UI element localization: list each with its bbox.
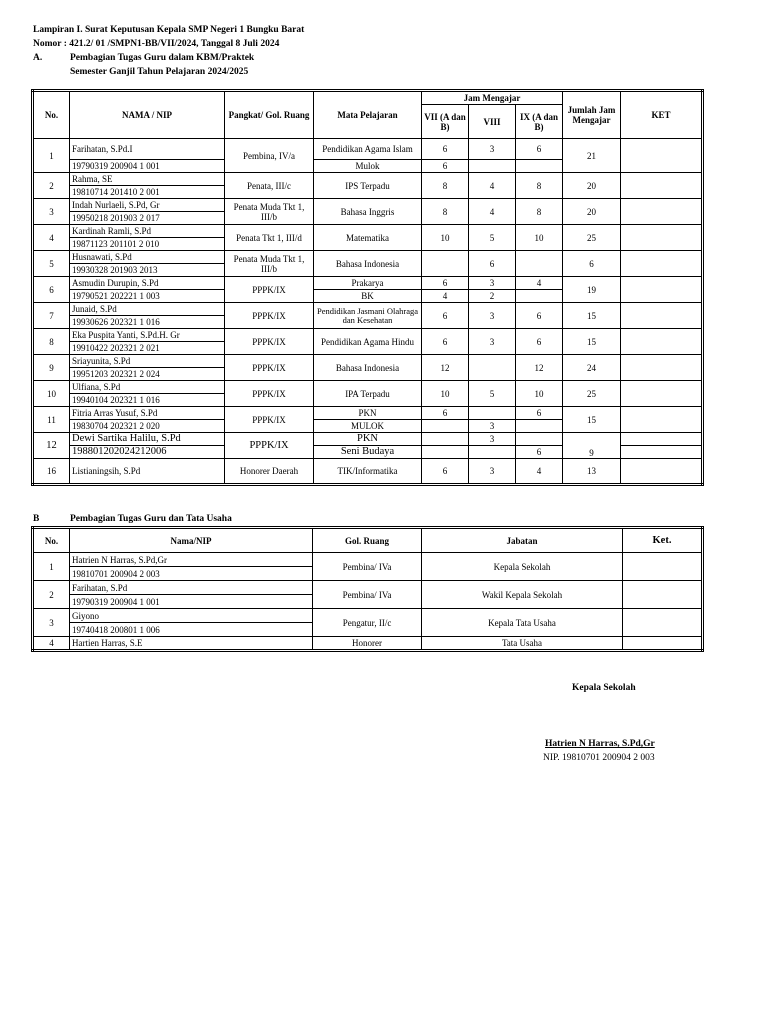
subject: IPA Terpadu (314, 381, 422, 407)
teacher-nip: 19830704 202321 2 020 (70, 420, 225, 433)
hours-ix: 12 (516, 355, 563, 381)
col-jam-mengajar: Jam Mengajar (422, 91, 563, 105)
hours-vii: 6 (422, 277, 469, 290)
teacher-name: Kardinah Ramli, S.Pd (70, 225, 225, 238)
row-no: 6 (33, 277, 70, 303)
hours-vii: 6 (422, 407, 469, 420)
teacher-rank: Penata Tkt 1, III/d (225, 225, 314, 251)
hours-viii (469, 407, 516, 420)
hours-vii: 12 (422, 355, 469, 381)
teacher-rank: Honorer Daerah (225, 459, 314, 485)
teacher-name: Junaid, S.Pd (70, 303, 225, 316)
teacher-rank: Penata Muda Tkt 1, III/b (225, 199, 314, 225)
hours-viii: 5 (469, 225, 516, 251)
table-row (33, 277, 703, 290)
ket-cell (623, 637, 703, 651)
teacher-nip: 19871123 201101 2 010 (70, 238, 225, 251)
col-pangkat: Pangkat/ Gol. Ruang (225, 91, 314, 139)
ket-cell (621, 407, 703, 433)
table-row (33, 407, 703, 420)
hours-vii: 10 (422, 225, 469, 251)
total-hours: 15 (563, 407, 621, 433)
table-row (33, 303, 703, 316)
staff-nip: 19790319 200904 1 001 (70, 595, 313, 609)
total-hours: 25 (563, 381, 621, 407)
table-row (33, 553, 703, 567)
ket-cell (621, 329, 703, 355)
col-jabatan: Jabatan (422, 528, 623, 553)
hours-viii: 3 (469, 459, 516, 485)
table-row (33, 459, 703, 485)
hours-viii: 5 (469, 381, 516, 407)
section-a-letter: A. (33, 53, 43, 63)
subject: Mulok (314, 160, 422, 173)
ket-cell (621, 355, 703, 381)
hours-viii: 4 (469, 199, 516, 225)
row-no: 2 (33, 581, 70, 609)
table-row (33, 381, 703, 394)
subject: Matematika (314, 225, 422, 251)
table-row (33, 581, 703, 595)
subject: TIK/Informatika (314, 459, 422, 485)
total-hours: 6 (563, 251, 621, 277)
teacher-rank: Penata Muda Tkt 1, III/b (225, 251, 314, 277)
row-no: 3 (33, 609, 70, 637)
hours-vii: 10 (422, 381, 469, 407)
table-row (33, 355, 703, 368)
table-row (33, 139, 703, 160)
row-no: 2 (33, 173, 70, 199)
subject: Bahasa Indonesia (314, 355, 422, 381)
teacher-nip: 19951203 202321 2 024 (70, 368, 225, 381)
ket-cell (621, 303, 703, 329)
signature-nip: NIP. 19810701 200904 2 003 (543, 753, 655, 763)
hours-ix: 8 (516, 173, 563, 199)
row-no: 11 (33, 407, 70, 433)
teacher-rank: PPPK/IX (225, 329, 314, 355)
hours-viii: 4 (469, 173, 516, 199)
total-hours: 20 (563, 199, 621, 225)
subject: Seni Budaya (314, 446, 422, 459)
staff-nip: 19810701 200904 2 003 (70, 567, 313, 581)
ket-cell (621, 381, 703, 407)
table-row (33, 225, 703, 238)
staff-rank: Pembina/ IVa (313, 553, 422, 581)
staff-rank: Pengatur, II/c (313, 609, 422, 637)
row-no: 9 (33, 355, 70, 381)
row-no: 16 (33, 459, 70, 485)
hours-viii: 6 (469, 251, 516, 277)
hours-viii: 3 (469, 277, 516, 290)
hours-ix (516, 420, 563, 433)
decree-number: Nomor : 421.2/ 01 /SMPN1-BB/VII/2024, Tanggal 8 Juli 2024 (33, 39, 280, 49)
hours-viii (469, 355, 516, 381)
hours-vii: 6 (422, 160, 469, 173)
teacher-nip: 19930626 202321 1 016 (70, 316, 225, 329)
total-hours: 9 (563, 433, 621, 459)
subject: Pendidikan Agama Islam (314, 139, 422, 160)
hours-ix (516, 160, 563, 173)
hours-ix: 6 (516, 446, 563, 459)
ket-cell (621, 225, 703, 251)
col-ket: KET (621, 91, 703, 139)
hours-vii (422, 433, 469, 446)
signature-name: Hatrien N Harras, S.Pd,Gr (545, 739, 655, 749)
teacher-rank: PPPK/IX (225, 303, 314, 329)
teacher-name: Sriayunita, S.Pd (70, 355, 225, 368)
total-hours: 25 (563, 225, 621, 251)
ket-cell (623, 581, 703, 609)
total-hours: 19 (563, 277, 621, 303)
table-row (33, 199, 703, 212)
table-row (33, 329, 703, 342)
hours-ix: 6 (516, 407, 563, 420)
col-nama: Nama/NIP (70, 528, 313, 553)
subject: Prakarya (314, 277, 422, 290)
hours-viii: 3 (469, 303, 516, 329)
table-row (33, 173, 703, 186)
table-row (33, 637, 703, 651)
teacher-name: Asmudin Durupin, S.Pd (70, 277, 225, 290)
row-no: 8 (33, 329, 70, 355)
ket-cell (623, 609, 703, 637)
teacher-name: Listianingsih, S.Pd (70, 459, 225, 485)
hours-ix (516, 290, 563, 303)
total-hours: 15 (563, 329, 621, 355)
section-b-letter: B (33, 514, 40, 524)
teacher-rank: PPPK/IX (225, 381, 314, 407)
section-a-title: Pembagian Tugas Guru dalam KBM/Praktek (70, 53, 255, 63)
hours-vii: 4 (422, 290, 469, 303)
teacher-name: Indah Nurlaeli, S.Pd, Gr (70, 199, 225, 212)
hours-ix: 4 (516, 459, 563, 485)
col-jumlah: Jumlah Jam Mengajar (563, 91, 621, 139)
ket-cell (621, 277, 703, 303)
col-nama: NAMA / NIP (70, 91, 225, 139)
ket-cell (621, 459, 703, 485)
total-hours: 24 (563, 355, 621, 381)
teacher-rank: PPPK/IX (225, 355, 314, 381)
row-no: 4 (33, 637, 70, 651)
ket-cell (621, 251, 703, 277)
staff-name: Hatrien N Harras, S.Pd,Gr (70, 553, 313, 567)
hours-vii: 6 (422, 139, 469, 160)
staff-name: Farihatan, S.Pd (70, 581, 313, 595)
subject: Bahasa Inggris (314, 199, 422, 225)
staff-assignment-table (31, 526, 704, 652)
row-no: 7 (33, 303, 70, 329)
staff-position: Tata Usaha (422, 637, 623, 651)
teacher-nip: 19790521 202221 1 003 (70, 290, 225, 303)
teacher-rank: Pembina, IV/a (225, 139, 314, 173)
ket-cell (621, 139, 703, 173)
signature-title: Kepala Sekolah (572, 683, 636, 693)
row-no: 5 (33, 251, 70, 277)
hours-ix: 4 (516, 277, 563, 290)
section-b-heading (33, 514, 232, 524)
teacher-name: Fitria Arras Yusuf, S.Pd (70, 407, 225, 420)
total-hours: 13 (563, 459, 621, 485)
col-no: No. (33, 91, 70, 139)
subject: PKN (314, 407, 422, 420)
section-a-heading (33, 53, 254, 63)
staff-name: Hartien Harras, S.E (70, 637, 313, 651)
hours-vii: 6 (422, 459, 469, 485)
staff-position: Kepala Tata Usaha (422, 609, 623, 637)
teaching-assignment-table (31, 89, 704, 486)
hours-viii: 3 (469, 329, 516, 355)
hours-viii: 3 (469, 139, 516, 160)
col-ket: Ket. (623, 528, 703, 553)
col-vii: VII (A dan B) (422, 105, 469, 139)
teacher-rank: PPPK/IX (225, 407, 314, 433)
teacher-nip: 19810714 201410 2 001 (70, 186, 225, 199)
hours-ix: 10 (516, 225, 563, 251)
teacher-name: Dewi Sartika Halilu, S.Pd (70, 433, 225, 446)
table-row (33, 609, 703, 623)
staff-position: Wakil Kepala Sekolah (422, 581, 623, 609)
teacher-nip: 19940104 202321 1 016 (70, 394, 225, 407)
hours-vii: 6 (422, 329, 469, 355)
hours-ix (516, 433, 563, 446)
row-no: 1 (33, 553, 70, 581)
row-no: 4 (33, 225, 70, 251)
teacher-rank: PPPK/IX (225, 277, 314, 303)
teacher-nip: 198801202024212006 (70, 446, 225, 459)
teacher-nip: 19790319 200904 1 001 (70, 160, 225, 173)
col-no: No. (33, 528, 70, 553)
subject: Bahasa Indonesia (314, 251, 422, 277)
row-no: 10 (33, 381, 70, 407)
staff-rank: Honorer (313, 637, 422, 651)
row-no: 3 (33, 199, 70, 225)
hours-viii: 3 (469, 433, 516, 446)
ket-cell (621, 199, 703, 225)
hours-vii (422, 251, 469, 277)
ket-cell (623, 553, 703, 581)
ket-cell (621, 173, 703, 199)
hours-vii (422, 420, 469, 433)
table-row (33, 433, 703, 446)
section-b-title: Pembagian Tugas Guru dan Tata Usaha (70, 514, 232, 524)
col-gol: Gol. Ruang (313, 528, 422, 553)
decree-title: Lampiran I. Surat Keputusan Kepala SMP Negeri 1 Bungku Barat (33, 25, 305, 35)
staff-position: Kepala Sekolah (422, 553, 623, 581)
teacher-nip: 19950218 201903 2 017 (70, 212, 225, 225)
total-hours: 21 (563, 139, 621, 173)
subject: Pendidikan Agama Hindu (314, 329, 422, 355)
hours-ix: 6 (516, 139, 563, 160)
teacher-name: Husnawati, S.Pd (70, 251, 225, 264)
teacher-name: Rahma, SE (70, 173, 225, 186)
col-mapel: Mata Pelajaran (314, 91, 422, 139)
teacher-nip: 19930328 201903 2013 (70, 264, 225, 277)
total-hours: 15 (563, 303, 621, 329)
hours-vii: 8 (422, 173, 469, 199)
col-viii: VIII (469, 105, 516, 139)
col-ix: IX (A dan B) (516, 105, 563, 139)
subject: Pendidikan Jasmani Olahraga dan Kesehatan (314, 303, 422, 329)
hours-ix (516, 251, 563, 277)
teacher-name: Ulfiana, S.Pd (70, 381, 225, 394)
hours-vii (422, 446, 469, 459)
teacher-rank: Penata, III/c (225, 173, 314, 199)
teacher-name: Eka Puspita Yanti, S.Pd.H. Gr (70, 329, 225, 342)
subject: MULOK (314, 420, 422, 433)
subject: PKN (314, 433, 422, 446)
hours-viii: 3 (469, 420, 516, 433)
hours-vii: 8 (422, 199, 469, 225)
staff-rank: Pembina/ IVa (313, 581, 422, 609)
row-no: 1 (33, 139, 70, 173)
hours-ix: 6 (516, 329, 563, 355)
hours-ix: 8 (516, 199, 563, 225)
hours-ix: 10 (516, 381, 563, 407)
ket-cell (621, 433, 703, 446)
section-a-subtitle: Semester Ganjil Tahun Pelajaran 2024/2025 (70, 67, 249, 77)
subject: IPS Terpadu (314, 173, 422, 199)
hours-viii: 2 (469, 290, 516, 303)
hours-viii (469, 446, 516, 459)
teacher-name: Farihatan, S.Pd.I (70, 139, 225, 160)
hours-viii (469, 160, 516, 173)
hours-ix: 6 (516, 303, 563, 329)
hours-vii: 6 (422, 303, 469, 329)
table-row (33, 251, 703, 264)
staff-name: Giyono (70, 609, 313, 623)
teacher-rank: PPPK/IX (225, 433, 314, 459)
ket-cell (621, 446, 703, 459)
row-no: 12 (33, 433, 70, 459)
staff-nip: 19740418 200801 1 006 (70, 623, 313, 637)
teacher-nip: 19910422 202321 2 021 (70, 342, 225, 355)
total-hours: 20 (563, 173, 621, 199)
subject: BK (314, 290, 422, 303)
